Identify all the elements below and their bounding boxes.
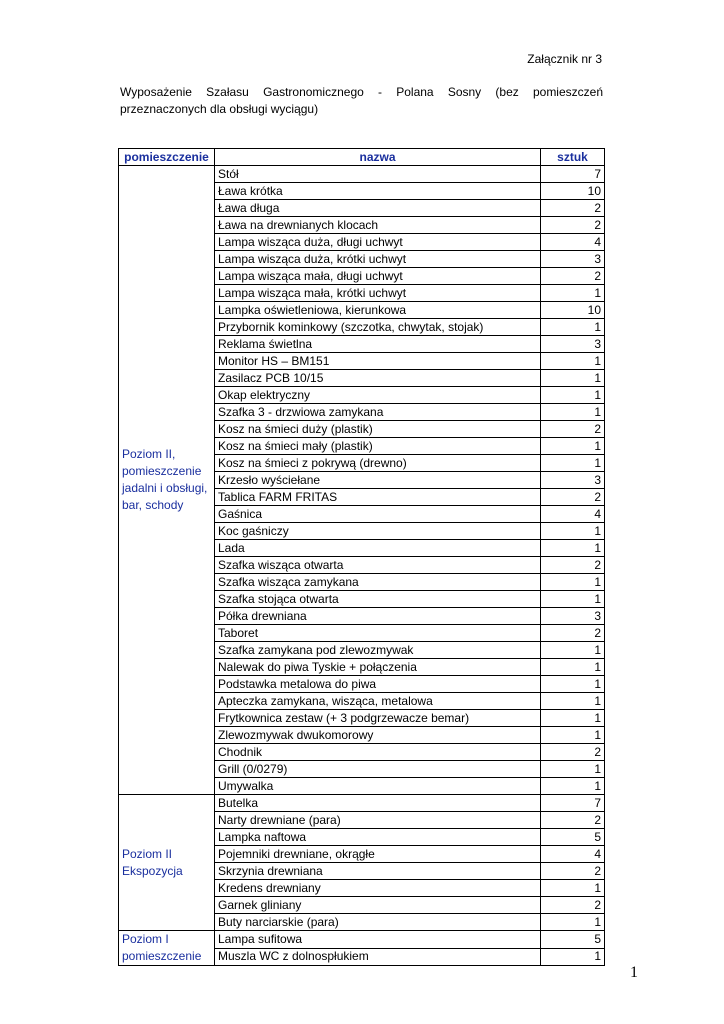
item-name-cell: Szafka stojąca otwarta <box>215 591 541 608</box>
item-name-cell: Koc gaśniczy <box>215 523 541 540</box>
item-qty-cell: 5 <box>541 931 605 949</box>
item-qty-cell: 2 <box>541 625 605 642</box>
item-name-cell: Buty narciarskie (para) <box>215 914 541 931</box>
item-qty-cell: 1 <box>541 727 605 744</box>
item-name-cell: Szafka wisząca zamykana <box>215 574 541 591</box>
item-qty-cell: 7 <box>541 795 605 812</box>
item-name-cell: Podstawka metalowa do piwa <box>215 676 541 693</box>
item-name-cell: Ława długa <box>215 200 541 217</box>
item-qty-cell: 1 <box>541 642 605 659</box>
item-qty-cell: 1 <box>541 387 605 404</box>
item-name-cell: Grill (0/0279) <box>215 761 541 778</box>
item-qty-cell: 1 <box>541 523 605 540</box>
column-header-name: nazwa <box>215 149 541 166</box>
item-name-cell: Lampa wisząca mała, długi uchwyt <box>215 268 541 285</box>
item-qty-cell: 1 <box>541 574 605 591</box>
item-name-cell: Reklama świetlna <box>215 336 541 353</box>
item-qty-cell: 2 <box>541 217 605 234</box>
item-name-cell: Szafka zamykana pod zlewozmywak <box>215 642 541 659</box>
item-qty-cell: 2 <box>541 863 605 880</box>
item-name-cell: Butelka <box>215 795 541 812</box>
item-name-cell: Lampka oświetleniowa, kierunkowa <box>215 302 541 319</box>
item-name-cell: Lampa sufitowa <box>215 931 541 949</box>
item-qty-cell: 1 <box>541 710 605 727</box>
item-qty-cell: 1 <box>541 353 605 370</box>
item-name-cell: Okap elektryczny <box>215 387 541 404</box>
item-qty-cell: 2 <box>541 268 605 285</box>
item-name-cell: Umywalka <box>215 778 541 795</box>
item-qty-cell: 10 <box>541 183 605 200</box>
page-number: 1 <box>630 964 638 981</box>
item-name-cell: Narty drewniane (para) <box>215 812 541 829</box>
room-cell: Poziom II Ekspozycja <box>119 795 215 931</box>
item-name-cell: Muszla WC z dolnospłukiem <box>215 948 541 966</box>
item-name-cell: Lampka naftowa <box>215 829 541 846</box>
item-qty-cell: 1 <box>541 914 605 931</box>
item-qty-cell: 7 <box>541 166 605 183</box>
item-name-cell: Lada <box>215 540 541 557</box>
annex-label: Załącznik nr 3 <box>527 52 602 66</box>
item-qty-cell: 1 <box>541 676 605 693</box>
item-qty-cell: 1 <box>541 761 605 778</box>
item-name-cell: Szafka wisząca otwarta <box>215 557 541 574</box>
item-name-cell: Lampa wisząca mała, krótki uchwyt <box>215 285 541 302</box>
item-qty-cell: 2 <box>541 200 605 217</box>
item-qty-cell: 1 <box>541 591 605 608</box>
item-qty-cell: 10 <box>541 302 605 319</box>
item-qty-cell: 2 <box>541 812 605 829</box>
document-intro: Wyposażenie Szałasu Gastronomicznego - Polana Sosny (bez pomieszczeń przeznaczonych dla obsługi wyciągu) <box>120 85 603 116</box>
item-qty-cell: 1 <box>541 540 605 557</box>
item-qty-cell: 4 <box>541 234 605 251</box>
item-qty-cell: 1 <box>541 455 605 472</box>
item-qty-cell: 1 <box>541 693 605 710</box>
item-name-cell: Garnek gliniany <box>215 897 541 914</box>
inventory-body <box>119 166 605 966</box>
item-qty-cell: 3 <box>541 336 605 353</box>
column-header-qty: sztuk <box>541 149 605 166</box>
item-qty-cell: 1 <box>541 319 605 336</box>
item-name-cell: Tablica FARM FRITAS <box>215 489 541 506</box>
item-name-cell: Nalewak do piwa Tyskie + połączenia <box>215 659 541 676</box>
room-cell: Poziom I pomieszczenie <box>119 931 215 966</box>
item-qty-cell: 2 <box>541 421 605 438</box>
item-qty-cell: 1 <box>541 404 605 421</box>
item-qty-cell: 1 <box>541 778 605 795</box>
item-qty-cell: 1 <box>541 659 605 676</box>
item-name-cell: Apteczka zamykana, wisząca, metalowa <box>215 693 541 710</box>
item-name-cell: Lampa wisząca duża, krótki uchwyt <box>215 251 541 268</box>
inventory-table <box>118 148 605 966</box>
item-qty-cell: 3 <box>541 608 605 625</box>
item-name-cell: Taboret <box>215 625 541 642</box>
item-qty-cell: 1 <box>541 285 605 302</box>
item-name-cell: Skrzynia drewniana <box>215 863 541 880</box>
item-name-cell: Półka drewniana <box>215 608 541 625</box>
item-name-cell: Stół <box>215 166 541 183</box>
item-qty-cell: 1 <box>541 880 605 897</box>
item-name-cell: Zlewozmywak dwukomorowy <box>215 727 541 744</box>
item-qty-cell: 3 <box>541 472 605 489</box>
table-row <box>119 166 605 183</box>
item-qty-cell: 5 <box>541 829 605 846</box>
item-qty-cell: 1 <box>541 948 605 966</box>
item-qty-cell: 3 <box>541 251 605 268</box>
item-qty-cell: 1 <box>541 438 605 455</box>
table-row <box>119 931 605 949</box>
item-name-cell: Gaśnica <box>215 506 541 523</box>
item-name-cell: Zasilacz PCB 10/15 <box>215 370 541 387</box>
item-qty-cell: 4 <box>541 846 605 863</box>
item-name-cell: Lampa wisząca duża, długi uchwyt <box>215 234 541 251</box>
item-name-cell: Chodnik <box>215 744 541 761</box>
item-qty-cell: 2 <box>541 489 605 506</box>
item-qty-cell: 2 <box>541 897 605 914</box>
item-name-cell: Ława krótka <box>215 183 541 200</box>
item-qty-cell: 4 <box>541 506 605 523</box>
item-name-cell: Kosz na śmieci mały (plastik) <box>215 438 541 455</box>
table-header-row <box>119 149 605 166</box>
item-name-cell: Kredens drewniany <box>215 880 541 897</box>
item-name-cell: Przybornik kominkowy (szczotka, chwytak, stojak) <box>215 319 541 336</box>
item-name-cell: Pojemniki drewniane, okrągłe <box>215 846 541 863</box>
item-qty-cell: 1 <box>541 370 605 387</box>
item-qty-cell: 2 <box>541 744 605 761</box>
table-row <box>119 795 605 812</box>
room-cell: Poziom II, pomieszczenie jadalni i obsługi, bar, schody <box>119 166 215 795</box>
item-name-cell: Frytkownica zestaw (+ 3 podgrzewacze bemar) <box>215 710 541 727</box>
item-qty-cell: 2 <box>541 557 605 574</box>
column-header-room: pomieszczenie <box>119 149 215 166</box>
item-name-cell: Ława na drewnianych klocach <box>215 217 541 234</box>
item-name-cell: Kosz na śmieci duży (plastik) <box>215 421 541 438</box>
item-name-cell: Szafka 3 - drzwiowa zamykana <box>215 404 541 421</box>
item-name-cell: Monitor HS – BM151 <box>215 353 541 370</box>
item-name-cell: Kosz na śmieci z pokrywą (drewno) <box>215 455 541 472</box>
item-name-cell: Krzesło wyściełane <box>215 472 541 489</box>
